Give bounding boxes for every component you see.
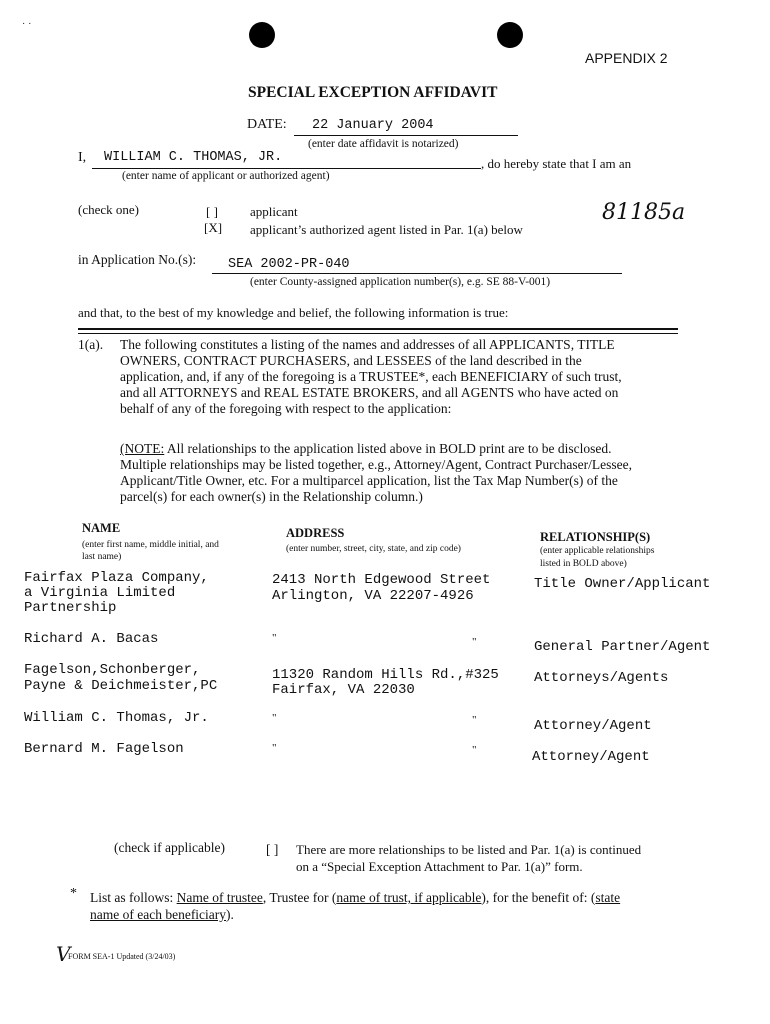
row-name: Fairfax Plaza Company, (24, 570, 209, 586)
option-applicant-label: applicant (250, 204, 298, 219)
row-relationship: General Partner/Agent (534, 639, 711, 655)
footnote-part: ), for the benefit of: ( (481, 890, 596, 905)
date-underline (294, 135, 518, 136)
footnote-part: , Trustee for ( (262, 890, 337, 905)
continuation-text: There are more relationships to be listed and Par. 1(a) is continued (296, 842, 642, 857)
applicant-name: WILLIAM C. THOMAS, JR. (104, 150, 283, 165)
form-id: FORM SEA-1 Updated (3/24/03) (68, 952, 176, 961)
footnote-part: ). (226, 907, 234, 922)
row-name: Fagelson,Schonberger, (24, 662, 201, 678)
initial-mark: V (56, 942, 71, 966)
option-agent-label: applicant’s authorized agent listed in Par. 1(a) below (250, 222, 523, 237)
page-title: SPECIAL EXCEPTION AFFIDAVIT (248, 84, 498, 101)
header-address-hint: (enter number, street, city, state, and zip code) (286, 544, 461, 554)
knowledge-statement: and that, to the best of my knowledge and belief, the following information is true: (78, 305, 509, 320)
application-no-label: in Application No.(s): (78, 252, 197, 267)
header-relationship: RELATIONSHIP(S) (540, 530, 651, 544)
date-hint: (enter date affidavit is notarized) (308, 138, 459, 150)
row-address-ditto: " (472, 636, 477, 648)
note-line: Applicant/Title Owner, etc. For a multiparcel application, list the Tax Map Number(s) of the (120, 473, 618, 488)
par-1a-line: behalf of any of the foregoing with respect to the application: (120, 401, 452, 416)
footnote-star: * (70, 886, 77, 901)
par-1a-number: 1(a). (78, 337, 104, 352)
applicant-underline (92, 168, 481, 169)
row-name: William C. Thomas, Jr. (24, 710, 209, 726)
header-name-hint: (enter first name, middle initial, and (82, 540, 219, 550)
application-no-value: SEA 2002-PR-040 (228, 257, 350, 272)
check-one-label: (check one) (78, 202, 139, 217)
footnote-line-1 (90, 890, 620, 906)
par-1a-line: and all ATTORNEYS and REAL ESTATE BROKERS, and all AGENTS who have acted on (120, 385, 619, 400)
row-name: Bernard M. Fagelson (24, 741, 184, 757)
footnote-part: name of each beneficiary (90, 907, 227, 922)
punch-hole-left (249, 22, 275, 48)
row-name: Richard A. Bacas (24, 631, 159, 647)
row-relationship: Attorney/Agent (534, 718, 652, 734)
applicant-hint: (enter name of applicant or authorized agent) (122, 170, 330, 182)
row-address: Fairfax, VA 22030 (272, 682, 415, 698)
continuation-checkbox[interactable]: [ ] (266, 842, 279, 857)
footnote-part: name of trust, if applicable (336, 890, 482, 905)
section-divider-top (78, 328, 678, 330)
row-address-ditto: " (272, 632, 277, 644)
continuation-label: (check if applicable) (114, 840, 225, 855)
row-name: Payne & Deichmeister,PC (24, 678, 218, 694)
checkbox-authorized-agent[interactable]: [X] (204, 220, 223, 235)
row-name: Partnership (24, 600, 117, 616)
par-1a-line: The following constitutes a listing of the names and addresses of all APPLICANTS, TITLE (120, 337, 615, 352)
row-name: a Virginia Limited (24, 585, 176, 601)
continuation-text: on a “Special Exception Attachment to Par. 1(a)” form. (296, 859, 583, 874)
row-relationship: Title Owner/Applicant (534, 576, 711, 592)
application-no-underline (212, 273, 622, 274)
footnote-part: Name of trustee (176, 890, 263, 905)
row-address: Arlington, VA 22207-4926 (272, 588, 474, 604)
punch-hole-right (497, 22, 523, 48)
date-label: DATE: (247, 117, 287, 132)
note-text: All relationships to the application listed above in BOLD print are to be disclosed. (164, 441, 612, 456)
section-divider-bottom (78, 333, 678, 334)
footnote-part: List as follows: (90, 890, 177, 905)
row-address-ditto: " (272, 742, 277, 754)
row-address-ditto: " (472, 714, 477, 726)
header-relationship-hint: listed in BOLD above) (540, 559, 627, 569)
note-line-1 (120, 441, 612, 457)
date-value: 22 January 2004 (312, 118, 434, 133)
row-address: 11320 Random Hills Rd.,#325 (272, 667, 499, 683)
note-line: Multiple relationships may be listed together, e.g., Attorney/Agent, Contract Purchaser/Lessee, (120, 457, 632, 472)
footnote-part: state (595, 890, 621, 905)
row-relationship: Attorneys/Agents (534, 670, 669, 686)
handwritten-number: 81185a (602, 200, 686, 225)
scan-speck: · · (22, 18, 32, 29)
header-relationship-hint: (enter applicable relationships (540, 546, 655, 556)
row-relationship: Attorney/Agent (532, 749, 650, 765)
checkbox-applicant[interactable]: [ ] (206, 204, 218, 219)
footnote-line-2 (90, 907, 234, 923)
note-line: parcel(s) for each owner(s) in the Relationship column.) (120, 489, 423, 504)
note-label: (NOTE: (120, 441, 165, 456)
appendix-label: APPENDIX 2 (585, 50, 668, 66)
row-address-ditto: " (472, 744, 477, 756)
row-address: 2413 North Edgewood Street (272, 572, 491, 588)
par-1a-line: application, and, if any of the foregoing is a TRUSTEE*, each BENEFICIARY of such trust, (120, 369, 622, 384)
header-name: NAME (82, 521, 121, 535)
applicant-prefix: I, (78, 150, 87, 165)
row-address-ditto: " (272, 712, 277, 724)
applicant-suffix: , do hereby state that I am an (481, 156, 632, 171)
application-no-hint: (enter County-assigned application number(s), e.g. SE 88-V-001) (250, 276, 551, 288)
par-1a-line: OWNERS, CONTRACT PURCHASERS, and LESSEES of the land described in the (120, 353, 582, 368)
header-address: ADDRESS (286, 526, 345, 540)
header-name-hint: last name) (82, 552, 122, 562)
